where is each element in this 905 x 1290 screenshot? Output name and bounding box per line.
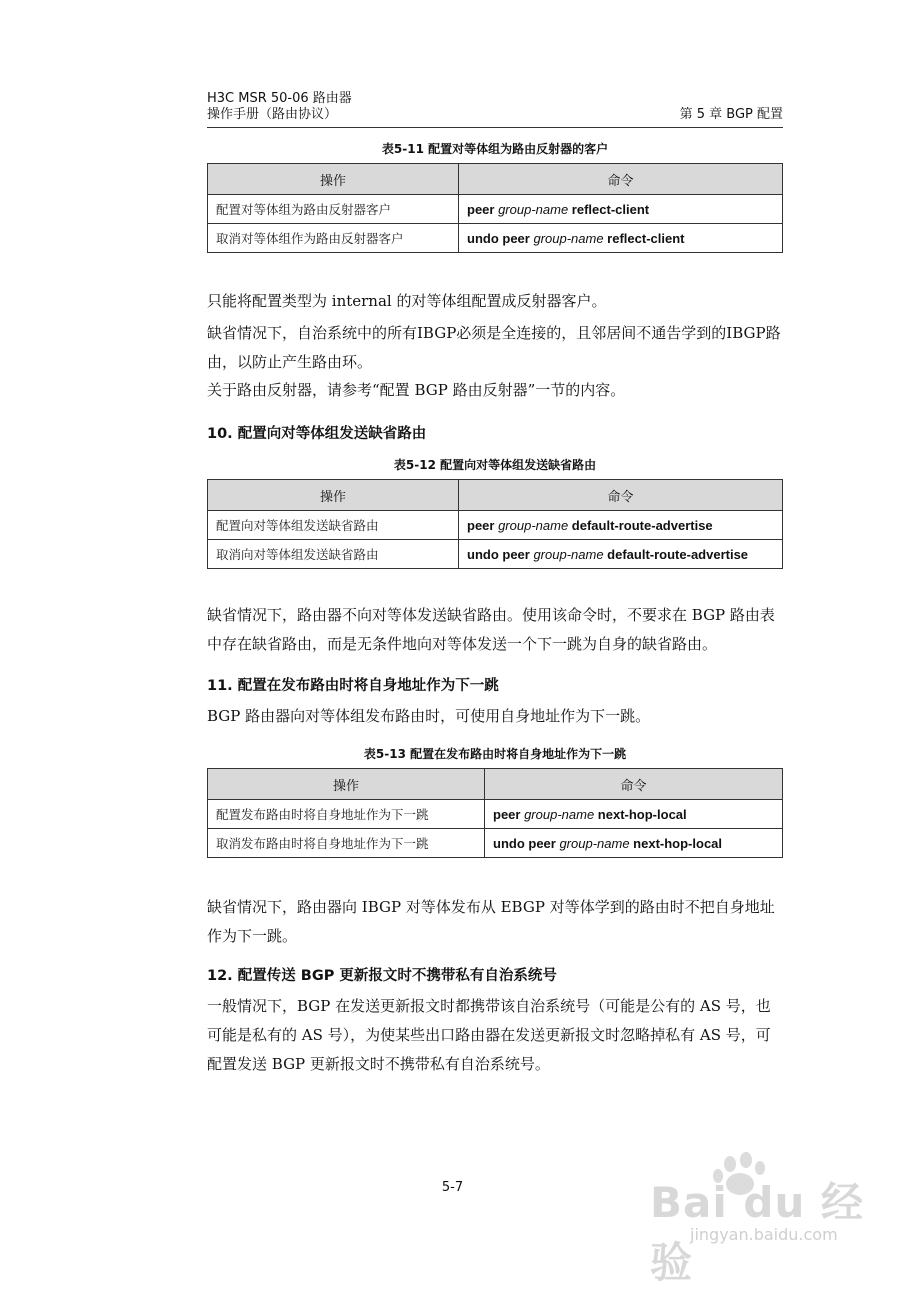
header-divider bbox=[207, 127, 783, 128]
column-header-command: 命令 bbox=[485, 769, 783, 800]
doc-header-chapter: 第 5 章 BGP 配置 bbox=[679, 107, 783, 122]
watermark-url: jingyan.baidu.com bbox=[690, 1225, 838, 1244]
table-row bbox=[208, 511, 783, 540]
doc-header-subline bbox=[207, 106, 783, 124]
column-header-operation: 操作 bbox=[208, 480, 459, 511]
column-header-operation: 操作 bbox=[208, 164, 459, 195]
page-number: 5-7 bbox=[441, 1180, 464, 1195]
doc-header-title: H3C MSR 50-06 路由器 bbox=[207, 91, 352, 106]
body-paragraph: 缺省情况下，路由器向 IBGP 对等体发布从 EBGP 对等体学到的路由时不把自身地址作为下一跳。 bbox=[207, 898, 775, 945]
doc-header-manual: 操作手册（路由协议） bbox=[207, 107, 338, 122]
command-cell: undo peer group-name default-route-advertise bbox=[459, 540, 783, 569]
body-paragraph: 只能将配置类型为 internal 的对等体组配置成反射器客户。 bbox=[207, 292, 607, 310]
watermark-brand: Bai du 经验 bbox=[650, 1178, 864, 1287]
body-paragraph: 缺省情况下，自治系统中的所有IBGP必须是全连接的，且邻居间不通告学到的IBGP路由，以防止产生路由环。 bbox=[207, 324, 781, 371]
command-cell: peer group-name default-route-advertise bbox=[459, 511, 783, 540]
column-header-command: 命令 bbox=[459, 164, 783, 195]
command-cell: undo peer group-name reflect-client bbox=[459, 224, 783, 253]
table-row bbox=[208, 540, 783, 569]
command-cell: peer group-name next-hop-local bbox=[485, 800, 783, 829]
table-caption: 表5-12 配置向对等体组发送缺省路由 bbox=[393, 458, 597, 472]
table-row bbox=[208, 800, 783, 829]
section-heading: 12. 配置传送 BGP 更新报文时不携带私有自治系统号 bbox=[207, 968, 557, 984]
command-table bbox=[207, 479, 783, 569]
table-row bbox=[208, 224, 783, 253]
operation-cell: 配置对等体组为路由反射器客户 bbox=[208, 195, 459, 224]
operation-cell: 配置发布路由时将自身地址作为下一跳 bbox=[208, 800, 485, 829]
column-header-command: 命令 bbox=[459, 480, 783, 511]
body-paragraph: BGP 路由器向对等体组发布路由时，可使用自身地址作为下一跳。 bbox=[207, 707, 651, 725]
operation-cell: 取消发布路由时将自身地址作为下一跳 bbox=[208, 829, 485, 858]
section-heading: 10. 配置向对等体组发送缺省路由 bbox=[207, 426, 427, 442]
body-paragraph: 关于路由反射器，请参考“配置 BGP 路由反射器”一节的内容。 bbox=[207, 381, 626, 399]
command-cell: undo peer group-name next-hop-local bbox=[485, 829, 783, 858]
column-header-operation: 操作 bbox=[208, 769, 485, 800]
section-heading: 11. 配置在发布路由时将自身地址作为下一跳 bbox=[207, 678, 499, 694]
table-row bbox=[208, 195, 783, 224]
command-table bbox=[207, 768, 783, 858]
operation-cell: 取消向对等体组发送缺省路由 bbox=[208, 540, 459, 569]
body-paragraph: 一般情况下，BGP 在发送更新报文时都携带该自治系统号（可能是公有的 AS 号，也可能是私有的 AS 号），为使某些出口路由器在发送更新报文时忽略掉私有 AS 号，可配置发送 BGP 更新报文时不携带私有自治系统号。 bbox=[207, 997, 771, 1073]
body-paragraph: 缺省情况下，路由器不向对等体发送缺省路由。使用该命令时，不要求在 BGP 路由表中存在缺省路由，而是无条件地向对等体发送一个下一跳为自身的缺省路由。 bbox=[207, 606, 775, 653]
table-caption: 表5-13 配置在发布路由时将自身地址作为下一跳 bbox=[363, 747, 627, 761]
table-row bbox=[208, 829, 783, 858]
operation-cell: 取消对等体组作为路由反射器客户 bbox=[208, 224, 459, 253]
operation-cell: 配置向对等体组发送缺省路由 bbox=[208, 511, 459, 540]
command-table bbox=[207, 163, 783, 253]
table-caption: 表5-11 配置对等体组为路由反射器的客户 bbox=[381, 142, 609, 156]
command-cell: peer group-name reflect-client bbox=[459, 195, 783, 224]
